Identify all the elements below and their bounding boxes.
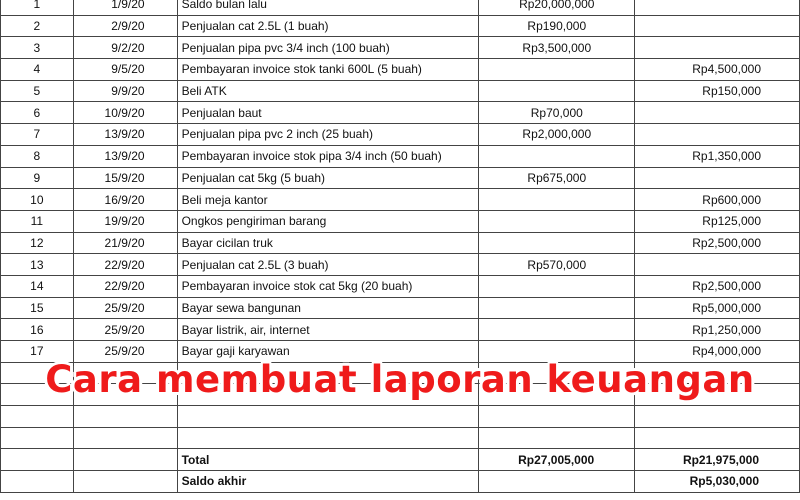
row-credit bbox=[635, 254, 800, 276]
row-debit: Rp20,000,000 bbox=[479, 0, 635, 15]
cell-empty bbox=[635, 406, 800, 428]
row-debit: Rp570,000 bbox=[479, 254, 635, 276]
cell-empty bbox=[635, 384, 800, 406]
cell-empty bbox=[73, 384, 177, 406]
row-description: Penjualan pipa pvc 2 inch (25 buah) bbox=[177, 124, 479, 146]
row-credit: Rp600,000 bbox=[635, 189, 800, 211]
row-debit: Rp2,000,000 bbox=[479, 124, 635, 146]
cell-empty bbox=[1, 449, 74, 471]
cell-empty bbox=[635, 362, 800, 384]
row-number: 1 bbox=[1, 0, 74, 15]
cell-empty bbox=[73, 362, 177, 384]
row-number: 10 bbox=[1, 189, 74, 211]
row-debit bbox=[479, 59, 635, 81]
table-row bbox=[1, 341, 800, 363]
row-credit: Rp1,350,000 bbox=[635, 145, 800, 167]
row-description: Pembayaran invoice stok pipa 3/4 inch (50 buah) bbox=[177, 145, 479, 167]
empty-row bbox=[1, 362, 800, 384]
row-date: 13/9/20 bbox=[73, 145, 177, 167]
saldo-label: Saldo akhir bbox=[177, 471, 479, 493]
row-description: Bayar cicilan truk bbox=[177, 232, 479, 254]
total-debit: Rp27,005,000 bbox=[479, 449, 635, 471]
cell-empty bbox=[177, 406, 479, 428]
row-credit: Rp150,000 bbox=[635, 80, 800, 102]
row-debit: Rp70,000 bbox=[479, 102, 635, 124]
row-credit: Rp2,500,000 bbox=[635, 232, 800, 254]
row-description: Ongkos pengiriman barang bbox=[177, 210, 479, 232]
cell-empty bbox=[1, 362, 74, 384]
total-credit: Rp21,975,000 bbox=[635, 449, 800, 471]
table-row bbox=[1, 167, 800, 189]
row-number: 12 bbox=[1, 232, 74, 254]
row-description: Penjualan cat 5kg (5 buah) bbox=[177, 167, 479, 189]
row-date: 22/9/20 bbox=[73, 275, 177, 297]
total-label: Total bbox=[177, 449, 479, 471]
row-debit bbox=[479, 189, 635, 211]
cell-empty bbox=[177, 427, 479, 449]
empty-row bbox=[1, 384, 800, 406]
row-description: Bayar listrik, air, internet bbox=[177, 319, 479, 341]
row-number: 5 bbox=[1, 80, 74, 102]
row-date: 25/9/20 bbox=[73, 319, 177, 341]
cell-empty bbox=[73, 406, 177, 428]
table-row bbox=[1, 297, 800, 319]
row-date: 10/9/20 bbox=[73, 102, 177, 124]
row-number: 17 bbox=[1, 341, 74, 363]
cell-empty bbox=[1, 384, 74, 406]
row-description: Beli meja kantor bbox=[177, 189, 479, 211]
row-description: Penjualan pipa pvc 3/4 inch (100 buah) bbox=[177, 37, 479, 59]
row-date: 1/9/20 bbox=[73, 0, 177, 15]
row-number: 3 bbox=[1, 37, 74, 59]
table-row bbox=[1, 319, 800, 341]
row-credit bbox=[635, 124, 800, 146]
row-number: 2 bbox=[1, 15, 74, 37]
row-description: Penjualan cat 2.5L (1 buah) bbox=[177, 15, 479, 37]
row-date: 13/9/20 bbox=[73, 124, 177, 146]
ledger-body bbox=[1, 0, 800, 492]
row-description: Bayar gaji karyawan bbox=[177, 341, 479, 363]
row-number: 14 bbox=[1, 275, 74, 297]
empty-row bbox=[1, 427, 800, 449]
cell-empty bbox=[479, 406, 635, 428]
table-row bbox=[1, 37, 800, 59]
row-date: 25/9/20 bbox=[73, 297, 177, 319]
cell-empty bbox=[177, 384, 479, 406]
row-date: 9/9/20 bbox=[73, 80, 177, 102]
row-credit bbox=[635, 102, 800, 124]
saldo-row bbox=[1, 471, 800, 493]
row-credit: Rp4,500,000 bbox=[635, 59, 800, 81]
cell-empty bbox=[479, 427, 635, 449]
row-debit bbox=[479, 145, 635, 167]
cell-empty bbox=[1, 427, 74, 449]
row-debit bbox=[479, 341, 635, 363]
table-row bbox=[1, 145, 800, 167]
table-row bbox=[1, 80, 800, 102]
row-debit bbox=[479, 80, 635, 102]
cell-empty bbox=[73, 471, 177, 493]
row-description: Pembayaran invoice stok tanki 600L (5 buah) bbox=[177, 59, 479, 81]
row-date: 22/9/20 bbox=[73, 254, 177, 276]
table-row bbox=[1, 102, 800, 124]
empty-row bbox=[1, 406, 800, 428]
overlay-title: Cara membuat laporan keuangan bbox=[45, 358, 755, 401]
cell-empty bbox=[73, 449, 177, 471]
row-description: Penjualan baut bbox=[177, 102, 479, 124]
row-debit bbox=[479, 210, 635, 232]
row-credit: Rp5,000,000 bbox=[635, 297, 800, 319]
row-date: 2/9/20 bbox=[73, 15, 177, 37]
cell-empty bbox=[479, 471, 635, 493]
row-description: Penjualan cat 2.5L (3 buah) bbox=[177, 254, 479, 276]
saldo-credit: Rp5,030,000 bbox=[635, 471, 800, 493]
row-debit bbox=[479, 297, 635, 319]
cell-empty bbox=[479, 384, 635, 406]
row-debit: Rp190,000 bbox=[479, 15, 635, 37]
table-row bbox=[1, 210, 800, 232]
row-number: 9 bbox=[1, 167, 74, 189]
row-number: 7 bbox=[1, 124, 74, 146]
cell-empty bbox=[73, 427, 177, 449]
row-credit bbox=[635, 37, 800, 59]
table-row bbox=[1, 59, 800, 81]
row-date: 16/9/20 bbox=[73, 189, 177, 211]
table-row bbox=[1, 124, 800, 146]
row-number: 13 bbox=[1, 254, 74, 276]
row-number: 15 bbox=[1, 297, 74, 319]
row-date: 21/9/20 bbox=[73, 232, 177, 254]
row-description: Bayar sewa bangunan bbox=[177, 297, 479, 319]
cell-empty bbox=[635, 427, 800, 449]
table-row bbox=[1, 189, 800, 211]
table-row bbox=[1, 15, 800, 37]
row-credit bbox=[635, 0, 800, 15]
row-number: 11 bbox=[1, 210, 74, 232]
cell-empty bbox=[1, 406, 74, 428]
row-date: 25/9/20 bbox=[73, 341, 177, 363]
row-debit bbox=[479, 319, 635, 341]
table-row bbox=[1, 232, 800, 254]
cell-empty bbox=[177, 362, 479, 384]
row-credit bbox=[635, 15, 800, 37]
row-date: 19/9/20 bbox=[73, 210, 177, 232]
row-description: Pembayaran invoice stok cat 5kg (20 buah) bbox=[177, 275, 479, 297]
row-debit bbox=[479, 275, 635, 297]
table-row bbox=[1, 275, 800, 297]
row-credit: Rp1,250,000 bbox=[635, 319, 800, 341]
row-number: 16 bbox=[1, 319, 74, 341]
row-number: 6 bbox=[1, 102, 74, 124]
row-debit: Rp675,000 bbox=[479, 167, 635, 189]
cell-empty bbox=[479, 362, 635, 384]
table-row bbox=[1, 0, 800, 15]
total-row bbox=[1, 449, 800, 471]
row-number: 8 bbox=[1, 145, 74, 167]
table-row bbox=[1, 254, 800, 276]
row-date: 9/2/20 bbox=[73, 37, 177, 59]
row-credit bbox=[635, 167, 800, 189]
row-credit: Rp4,000,000 bbox=[635, 341, 800, 363]
row-debit bbox=[479, 232, 635, 254]
row-date: 9/5/20 bbox=[73, 59, 177, 81]
row-date: 15/9/20 bbox=[73, 167, 177, 189]
row-number: 4 bbox=[1, 59, 74, 81]
row-credit: Rp125,000 bbox=[635, 210, 800, 232]
row-credit: Rp2,500,000 bbox=[635, 275, 800, 297]
row-description: Beli ATK bbox=[177, 80, 479, 102]
row-description: Saldo bulan lalu bbox=[177, 0, 479, 15]
cell-empty bbox=[1, 471, 74, 493]
row-debit: Rp3,500,000 bbox=[479, 37, 635, 59]
